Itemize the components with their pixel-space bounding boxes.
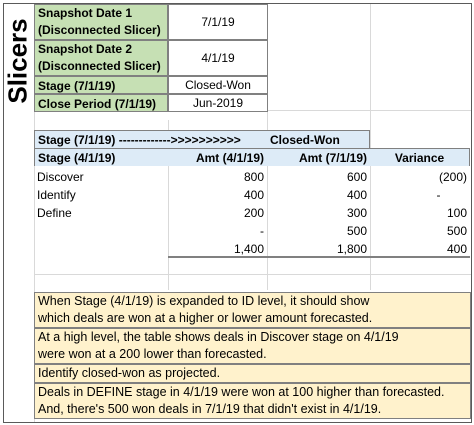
pivot-header-amt-4-1: Amt (4/1/19) [168,148,267,166]
totals-amt-7-1: 1,800 [336,242,367,256]
slicer-value-snapshot-1[interactable]: 7/1/19 [168,4,268,40]
pivot-header-amt-7-1: Amt (7/1/19) [267,148,370,166]
row-variance: 500 [446,224,467,238]
slicer-value-stage[interactable]: Closed-Won [168,76,268,94]
row-amt-4-1: 400 [243,188,264,202]
row-variance: - [436,188,441,202]
note-1: When Stage (4/1/19) is expanded to ID level, it should show which deals are won at a higher or lower amount forecasted. [34,292,471,328]
pivot-filter-label: Stage (7/1/19) ------------->>>>>>>>>> [34,130,267,148]
row-label[interactable]: Define [37,206,72,220]
totals-amt-4-1: 1,400 [233,242,264,256]
pivot-filter-value[interactable]: Closed-Won [267,130,370,148]
totals-variance: 400 [446,242,467,256]
pivot-header-variance: Variance [370,148,470,166]
row-label[interactable]: Identify [37,188,76,202]
row-amt-7-1: 400 [346,188,367,202]
row-amt-7-1: 300 [346,206,367,220]
slicer-label-snapshot-1: Snapshot Date 1 (Disconnected Slicer) [34,4,168,40]
note-2: At a high level, the table shows deals in Discover stage on 4/1/19 were won at a 200 lower than forecasted. [34,328,471,364]
row-amt-7-1: 600 [346,170,367,184]
row-amt-4-1: 200 [243,206,264,220]
note-4: Deals in DEFINE stage in 4/1/19 were won at 100 higher than forecasted. And, there's 500 won deals in 7/1/19 that didn't exist in 4/1/19. [34,383,471,419]
row-label[interactable] [34,222,168,240]
row-amt-4-1: 800 [243,170,264,184]
row-amt-7-1: 500 [346,224,367,238]
pivot-header-stage[interactable]: Stage (4/1/19) [34,148,168,166]
slicer-label-close-period: Close Period (7/1/19) [34,94,168,112]
row-amt-4-1: - [260,224,264,238]
slicer-value-snapshot-2[interactable]: 4/1/19 [168,40,268,76]
row-label[interactable]: Discover [37,170,84,184]
note-3: Identify closed-won as projected. [34,364,471,383]
row-variance: 100 [446,206,467,220]
totals-label [34,240,168,258]
slicer-label-snapshot-2: Snapshot Date 2 (Disconnected Slicer) [34,40,168,76]
row-variance: (200) [438,170,467,184]
slicers-title: Slicers [2,18,32,104]
slicer-label-stage: Stage (7/1/19) [34,76,168,94]
slicer-value-close-period[interactable]: Jun-2019 [168,94,268,112]
gridline [34,274,471,275]
